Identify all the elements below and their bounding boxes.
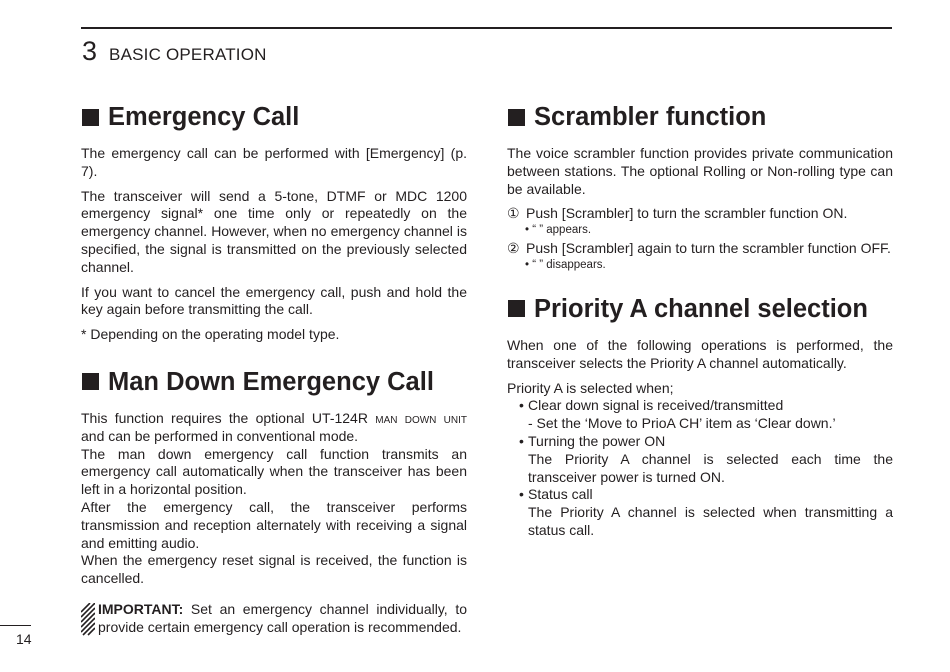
priority-item-power-on: • Turning the power ON	[519, 432, 666, 449]
scrambler-step-2: ② Push [Scrambler] again to turn the scrambler function OFF.	[507, 240, 891, 257]
mandown-paragraph-1: This function requires the optional UT-124R man down unit and can be performed in conventional mode.	[81, 409, 467, 444]
priority-item-power-on-detail: The Priority A channel is selected each time the transceiver power is turned ON.	[528, 450, 893, 485]
scrambler-intro: The voice scrambler function provides private communication between stations. The optional Rolling or Non-rolling type can be available.	[507, 145, 893, 197]
priority-item-clear-down-detail: - Set the ‘Move to PrioA CH’ item as ‘Clear down.’	[528, 415, 836, 432]
chapter-title: BASIC OPERATION	[109, 45, 267, 64]
priority-intro: When one of the following operations is performed, the transceiver selects the Priority A channel automatically.	[507, 336, 893, 371]
emergency-paragraph-3: If you want to cancel the emergency call, push and hold the key again before transmitting the call.	[81, 283, 467, 318]
mandown-paragraph-4: When the emergency reset signal is received, the function is cancelled.	[81, 552, 467, 587]
section-square-icon	[82, 373, 99, 390]
important-hatch-icon	[81, 603, 95, 636]
important-note	[81, 601, 467, 637]
priority-lead: Priority A is selected when;	[507, 379, 674, 396]
section-heading-emergency: Emergency Call	[81, 100, 467, 134]
emergency-paragraph-2: The transceiver will send a 5-tone, DTMF or MDC 1200 emergency signal* one time only or repeatedly on the emergency channel. However, when no emergency channel is specified, the signal is transmitted on the previously selected channel.	[81, 187, 467, 275]
section-square-icon	[508, 109, 525, 126]
chapter-number: 3	[82, 36, 98, 66]
emergency-paragraph-1: The emergency call can be performed with [Emergency] (p. 7).	[81, 145, 467, 179]
scrambler-step-2-note: • “ ” disappears.	[525, 258, 606, 271]
header-rule	[81, 27, 892, 29]
left-column	[81, 100, 467, 637]
section-square-icon	[508, 300, 525, 317]
section-heading-priority: Priority A channel selection	[507, 292, 893, 326]
page-number: 14	[16, 631, 32, 647]
scrambler-step-1: ① Push [Scrambler] to turn the scrambler function ON.	[507, 205, 848, 222]
chapter-header	[82, 36, 267, 67]
right-column	[507, 100, 893, 540]
section-square-icon	[82, 109, 99, 126]
section-heading-man-down: Man Down Emergency Call	[81, 365, 467, 399]
scrambler-step-1-note: • “ ” appears.	[525, 224, 592, 237]
important-text: IMPORTANT: Set an emergency channel individually, to provide certain emergency call operation is recommended.	[98, 600, 467, 635]
section-heading-scrambler: Scrambler function	[507, 100, 893, 134]
priority-item-status-call-detail: The Priority A channel is selected when transmitting a status call.	[528, 504, 893, 538]
priority-item-clear-down: • Clear down signal is received/transmitted	[519, 397, 784, 414]
mandown-paragraph-2: The man down emergency call function transmits an emergency call automatically when the transceiver has been left in a horizontal position.	[81, 445, 467, 498]
priority-item-status-call: • Status call	[519, 486, 593, 503]
emergency-footnote: * Depending on the operating model type.	[81, 326, 340, 343]
mandown-paragraph-3: After the emergency call, the transceiver performs transmission and reception alternately with receiving a signal and emitting audio.	[81, 498, 467, 551]
